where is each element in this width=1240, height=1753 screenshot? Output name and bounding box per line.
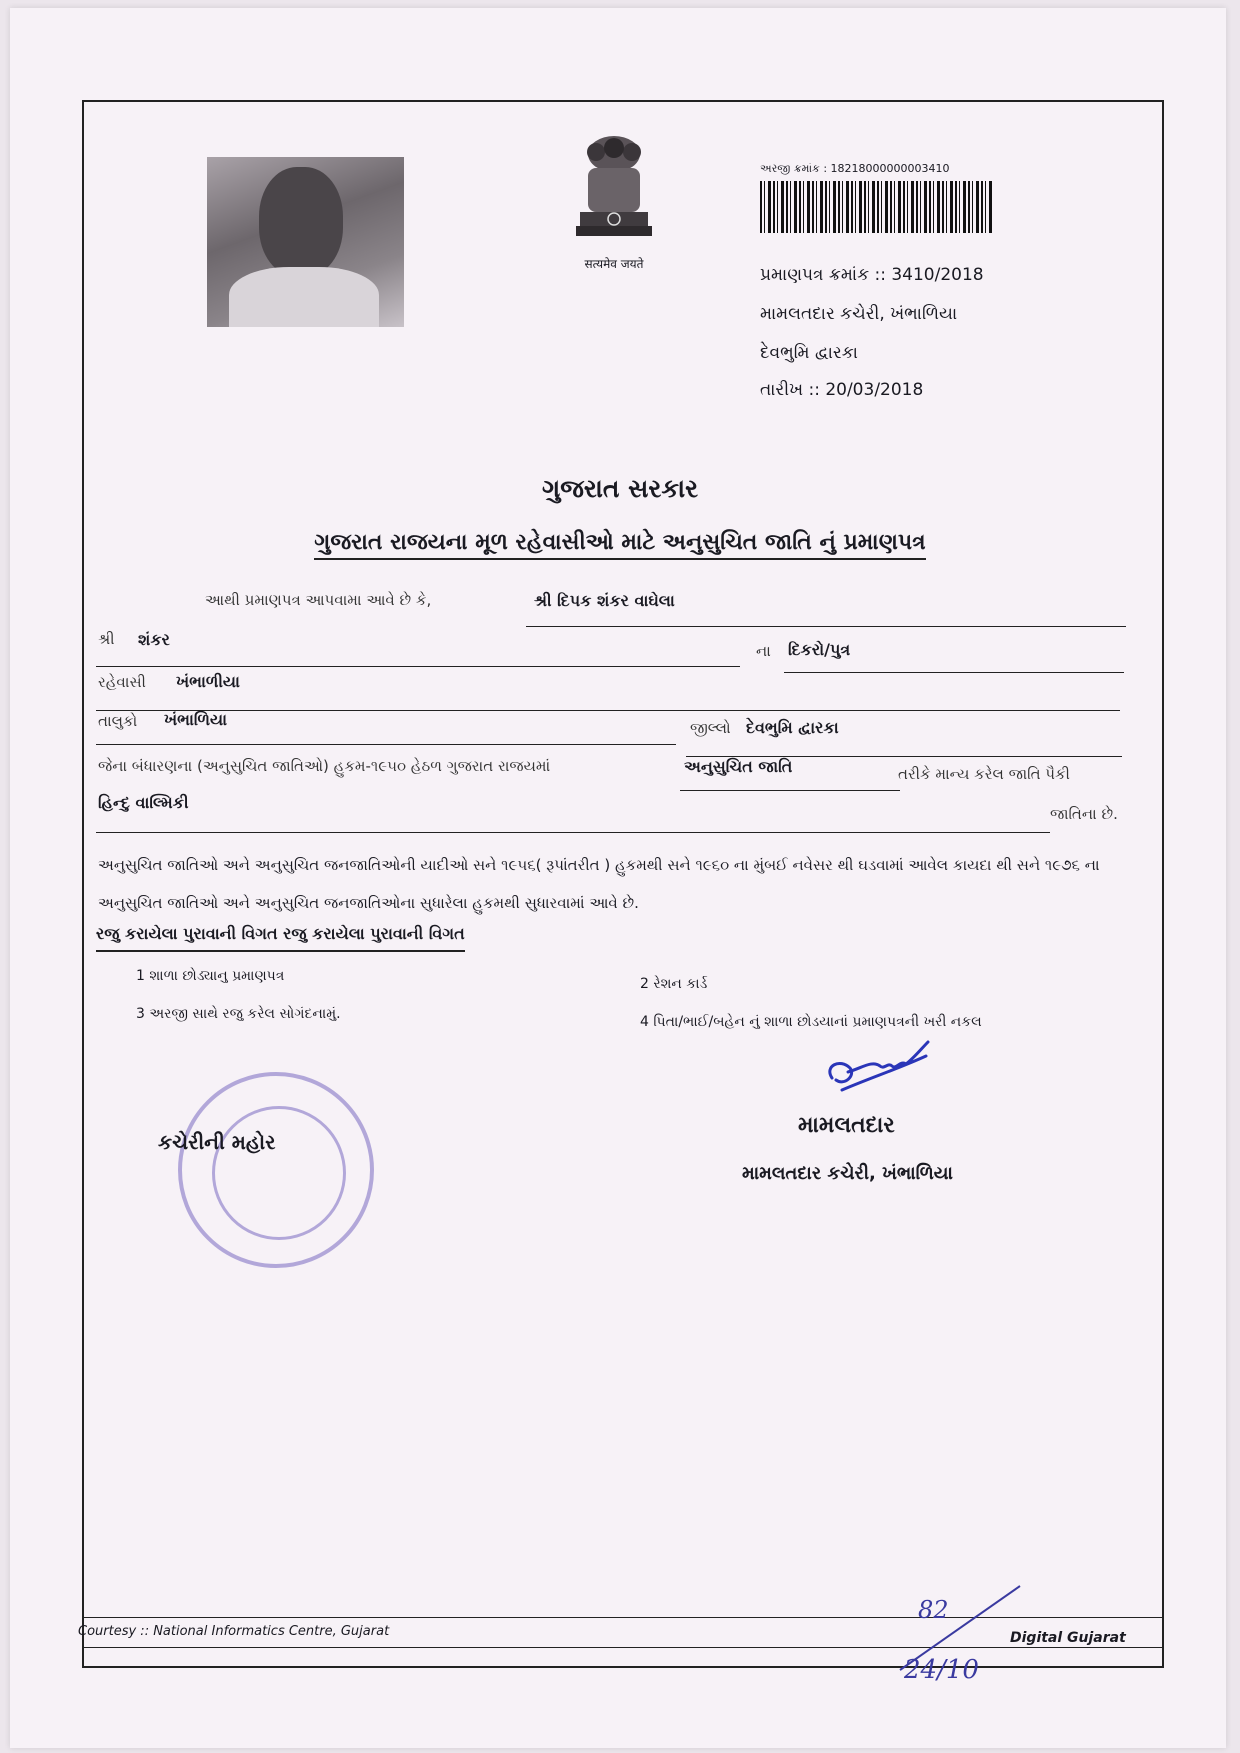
- resident-label: રહેવાસી: [98, 673, 146, 691]
- shri-label: શ્રી: [98, 630, 115, 648]
- signatory-title: મામલતદાર: [798, 1113, 895, 1138]
- taluka: ખંભાળિયા: [164, 710, 227, 729]
- document-item: 3 અરજી સાથે રજુ કરેલ સોગંદનામું.: [136, 1006, 341, 1022]
- father-line: [96, 666, 740, 667]
- caste-line: [96, 832, 1050, 833]
- issue-date: તારીખ :: 20/03/2018: [760, 380, 924, 400]
- resident-line: [96, 710, 1120, 711]
- caste-suffix: જાતિના છે.: [1050, 805, 1118, 823]
- signatory-office: મામલતદાર કચેરી, ખંભાળિયા: [742, 1163, 953, 1184]
- legal-paragraph: અનુસુચિત જાતિઓ અને અનુસુચિત જનજાતિઓની યાદીઓ સને ૧૯૫૬( રૂપાંતરીત ) હુકમથી સને ૧૯૬૦ ના મુંબઈ નવેસર થી ઘડવામાં આવેલ કાયદા થી સને ૧૯૭૬ ના અનુસુચિત જાતિઓ અને અનુસુચિત જનજાતિઓના સુધારેલા હુકમથી સુધારવામાં આવે છે.: [98, 856, 1100, 912]
- relation-line: [784, 672, 1124, 673]
- footer-credit: Courtesy :: National Informatics Centre, Gujarat: [78, 1624, 390, 1639]
- emblem-motto: सत्यमेव जयते: [584, 257, 644, 271]
- district: દેવભુમિ દ્વારકા: [746, 718, 839, 737]
- relation: દિકરો/પુત્ર: [788, 640, 851, 659]
- government-title: ગુજરાત સરકાર: [541, 474, 699, 503]
- svg-text:24/10: 24/10: [904, 1655, 979, 1685]
- document-item: 2 રેશન કાર્ડ: [640, 976, 708, 992]
- holder-line: [526, 626, 1126, 627]
- certificate-number: પ્રમાણપત્ર ક્રમાંક :: 3410/2018: [760, 265, 984, 285]
- barcode: [760, 181, 992, 233]
- category-line: [680, 790, 900, 791]
- office-seal: [178, 1072, 374, 1268]
- issuing-district: દેવભુમિ દ્વારકા: [760, 343, 858, 363]
- evidence-heading: રજુ કરાયેલા પુરાવાની વિગત રજુ કરાયેલા પુરાવાની વિગત: [96, 924, 465, 952]
- handwritten-note: [888, 1578, 1028, 1708]
- applicant-photo: [207, 157, 404, 327]
- state-emblem-icon: [566, 132, 662, 250]
- certificate-title-text: ગુજરાત રાજયના મૂળ રહેવાસીઓ માટે અનુસુચિત જાતિ નું પ્રમાણપત્ર: [314, 530, 925, 560]
- father-name: શંકર: [138, 630, 170, 649]
- holder-name: શ્રી દિપક શંકર વાઘેલા: [534, 591, 675, 610]
- seal-label: કચેરીની મહોર: [158, 1130, 276, 1154]
- recognized-text: તરીકે માન્ય કરેલ જાતિ પૈકી: [898, 765, 1070, 783]
- issuing-office: મામલતદાર કચેરી, ખંભાળિયા: [760, 304, 958, 324]
- document-item: 1 શાળા છોડ્યાનુ પ્રમાણપત્ર: [136, 968, 285, 984]
- footer-brand: Digital Gujarat: [1010, 1630, 1126, 1646]
- taluka-line: [96, 744, 676, 745]
- order-text: જેના બંધારણના (અનુસુચિત જાતિઓ) હુકમ-૧૯૫૦ હેઠળ ગુજરાત રાજયમાં: [98, 757, 551, 775]
- taluka-label: તાલુકો: [98, 712, 138, 730]
- resident: ખંભાળીયા: [176, 672, 240, 691]
- intro-text: આથી પ્રમાણપત્ર આપવામા આવે છે કે,: [205, 591, 432, 609]
- svg-text:82: 82: [918, 1596, 949, 1624]
- certificate-title: [0, 530, 1240, 555]
- application-number: અરજી ક્રમાંક : 18218000000003410: [760, 162, 950, 175]
- caste: હિન્દુ વાલ્મિકી: [98, 793, 189, 812]
- na-label: ના: [756, 642, 771, 660]
- caste-category: અનુસુચિત જાતિ: [684, 757, 793, 776]
- signature: [822, 1038, 930, 1098]
- document-item: 4 પિતા/ભાઈ/બહેન નું શાળા છોડયાનાં પ્રમાણપત્રની ખરી નકલ: [640, 1014, 982, 1030]
- district-label: જીલ્લો: [690, 719, 731, 737]
